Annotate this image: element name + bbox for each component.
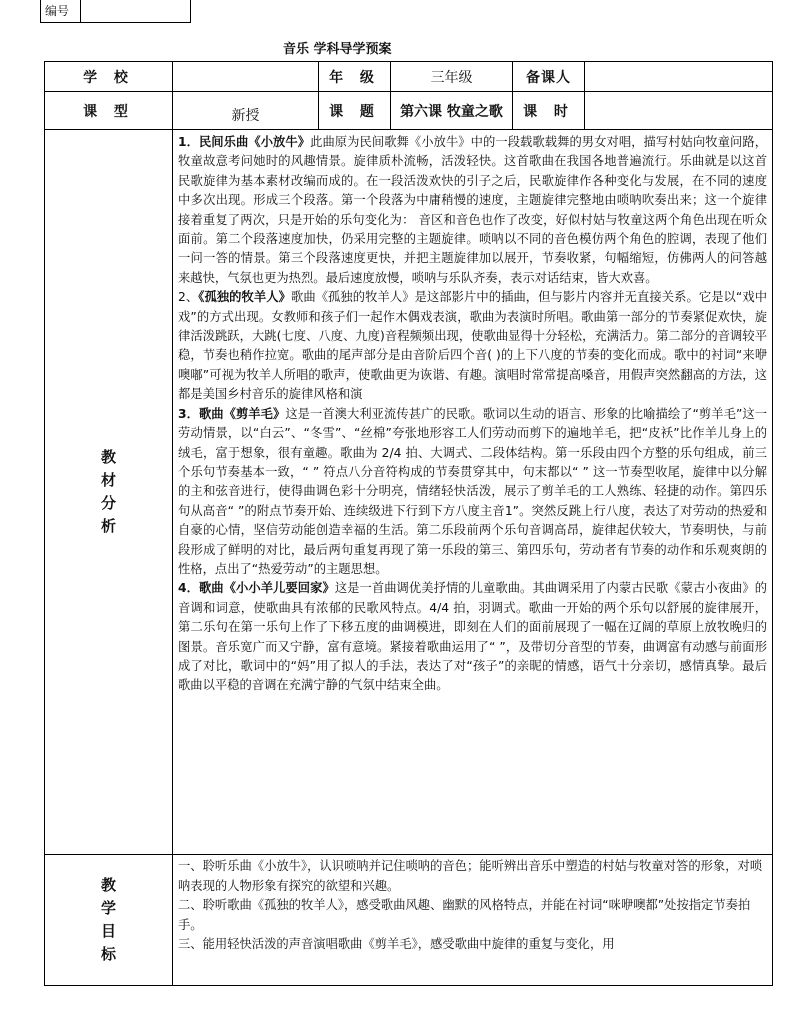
prep-value[interactable]: [585, 62, 773, 92]
header-row-2: [45, 92, 773, 130]
paragraph-1-title: 1．民间乐曲《小放牛》: [178, 135, 311, 149]
objectives-label-text: 教学目标: [100, 876, 116, 963]
objectives-content: [173, 855, 773, 986]
analysis-label-text: 教材分析: [100, 448, 116, 535]
paragraph-2-prefix: 2、: [178, 290, 199, 305]
paragraph-3-text: 这是一首澳大利亚流传甚广的民歌。歌词以生动的语言、形象的比喻描绘了“剪羊毛”这一劳动情景，以“白云”、“冬雪”、“丝棉”夸张地形容工人们劳动而剪下的遍地羊毛，把“皮袄”比作羊儿身上的绒毛，富于想象，很有童趣。歌曲为 2/4 拍、大调式、二段体结构。第一乐段由四个方整的乐句组成，前三个乐句节奏基本一致，“ ” 符点八分音符构成的节奏贯穿其中，句末都以“ ” 这一节奏型收尾，旋律中以分解的主和弦音进行，使得曲调色彩十分明亮，情绪轻快活泼，展示了剪羊毛的工人熟练、轻捷的动作。第四乐句从高音“ ”的附点节奏开始、连续级进下行到下方八度主音1”。突然反跳上行八度，表达了对劳动的热爱和自豪的心情，坚信劳动能创造幸福的生活。第二乐段前两个乐句音调高昂，旋律起伏较大，节奏明快，与前段形成了鲜明的对比，最后两句重复再现了第一乐段的第三、第四乐句，劳动者有节奏的动作和乐观爽朗的性格，点出了“热爱劳动”的主题思想。: [178, 406, 767, 576]
objective-item-3: 三、能用轻快活泼的声音演唱歌曲《剪羊毛》，感受歌曲中旋律的重复与变化，用: [178, 937, 615, 952]
paragraph-2-title: 《孤独的牧羊人》: [198, 290, 291, 305]
paragraph-2-text: 歌曲《孤独的牧羊人》是这部影片中的插曲，但与影片内容并无直接关系。它是以“戏中戏”的方式出现。女教师和孩子们一起作木偶戏表演，歌曲为表演时所唱。歌曲第一部分的节奏紧促欢快，旋律活泼跳跃，大跳(七度、八度、九度)音程频频出现，使歌曲显得十分轻松，充满活力。第二部分的音调较平稳，节奏也稍作拉宽。歌曲的尾声部分是由音阶后四个音( )的上下八度的节奏的变化而成。歌中的衬词“来咿噢嘟”可视为牧羊人所唱的歌声，使歌曲更为诙谐、有趣。演唱时常常提高嗓音，用假声突然翻高的方法，这都是美国乡村音乐的旋律风格和演: [178, 290, 768, 402]
id-label: 编号: [41, 0, 81, 22]
hours-value[interactable]: [585, 92, 773, 130]
paragraph-3: [178, 405, 767, 580]
topic-label: 课 题: [319, 92, 391, 130]
grade-label: 年 级: [319, 62, 391, 92]
school-value[interactable]: [173, 62, 319, 92]
analysis-label: [45, 130, 173, 855]
school-label: 学 校: [45, 62, 173, 92]
document-title: 音乐 学科导学预案: [283, 42, 392, 57]
paragraph-1: [178, 133, 767, 288]
paragraph-3-title: 3．歌曲《剪羊毛》: [178, 406, 286, 421]
analysis-content: [173, 130, 773, 855]
paragraph-4: [178, 579, 767, 695]
id-value-field[interactable]: [81, 0, 190, 22]
paragraph-4-title: 4．歌曲《小小羊儿要回家》: [178, 581, 335, 596]
paragraph-1-text: 此曲原为民间歌舞《小放牛》中的一段载歌载舞的男女对唱，描写村姑向牧童问路，牧童故意考问她时的风趣情景。旋律质朴流畅，活泼轻快。这首歌曲在我国各地普遍流行。乐曲就是以这首民歌旋律为基本素材改编而成的。在一段活泼欢快的引子之后，民歌旋律作各种变化与发展，在不同的速度中多次出现。形成三个段落。第一个段落为中庸稍慢的速度，主题旋律完整地由唢呐吹奏出来；这一个旋律接着重复了两次，只是开始的乐句变化为： 音区和音色也作了改变，好似村姑与牧童这两个角色出现在听众面前。第二个段落速度加快，仍采用完整的主题旋律。唢呐以不同的音色模仿两个角色的腔调，表现了他们一问一答的情景。第三个段落速度更快，并把主题旋律加以展开，节奏收紧，句幅缩短，仿佛两人的问答越来越快，气氛也更为热烈。最后速度放慢，唢呐与乐队齐奏，表示对话结束，皆大欢喜。: [178, 135, 767, 285]
type-value: 新授: [173, 92, 319, 130]
objectives-label: [45, 855, 173, 986]
objective-item-2: 二、聆听歌曲《孤独的牧羊人》，感受歌曲风趣、幽默的风格特点，并能在衬词“咪咿噢都”处按指定节奏拍手。: [178, 898, 751, 932]
analysis-row: [45, 130, 773, 855]
type-label: 课 型: [45, 92, 173, 130]
paragraph-2: [178, 288, 767, 404]
paragraph-4-text: 这是一首曲调优美抒情的儿童歌曲。其曲调采用了内蒙古民歌《蒙古小夜曲》的音调和词意，使歌曲具有浓郁的民歌风特点。4/4 拍，羽调式。歌曲一开始的两个乐句以舒展的旋律展开，第二乐句在第一乐句上作了下移五度的曲调模进，即刻在人们的面前展现了一幅在辽阔的草原上放牧晚归的图景。音乐宽广而又宁静，富有意境。紧接着歌曲运用了“ ”，及带切分音型的节奏，曲调富有动感与前面形成了对比，歌词中的“妈”用了拟人的手法，表达了对“孩子”的亲昵的情感，语气十分亲切，感情真挚。最后歌曲以平稳的音调在充满宁静的气氛中结束全曲。: [178, 581, 767, 693]
objective-item-1: 一、聆听乐曲《小放牛》，认识唢呐并记住唢呐的音色；能听辨出音乐中塑造的村姑与牧童对答的形象，对唢呐表现的人物形象有探究的欲望和兴趣。: [178, 859, 763, 893]
grade-value: 三年级: [391, 62, 513, 92]
topic-value: 第六课 牧童之歌: [391, 92, 513, 130]
objectives-row: [45, 855, 773, 986]
id-box: [40, 0, 191, 23]
lesson-plan-table: [44, 61, 773, 986]
header-row-1: [45, 62, 773, 92]
hours-label: 课 时: [513, 92, 585, 130]
prep-label: 备课人: [513, 62, 585, 92]
